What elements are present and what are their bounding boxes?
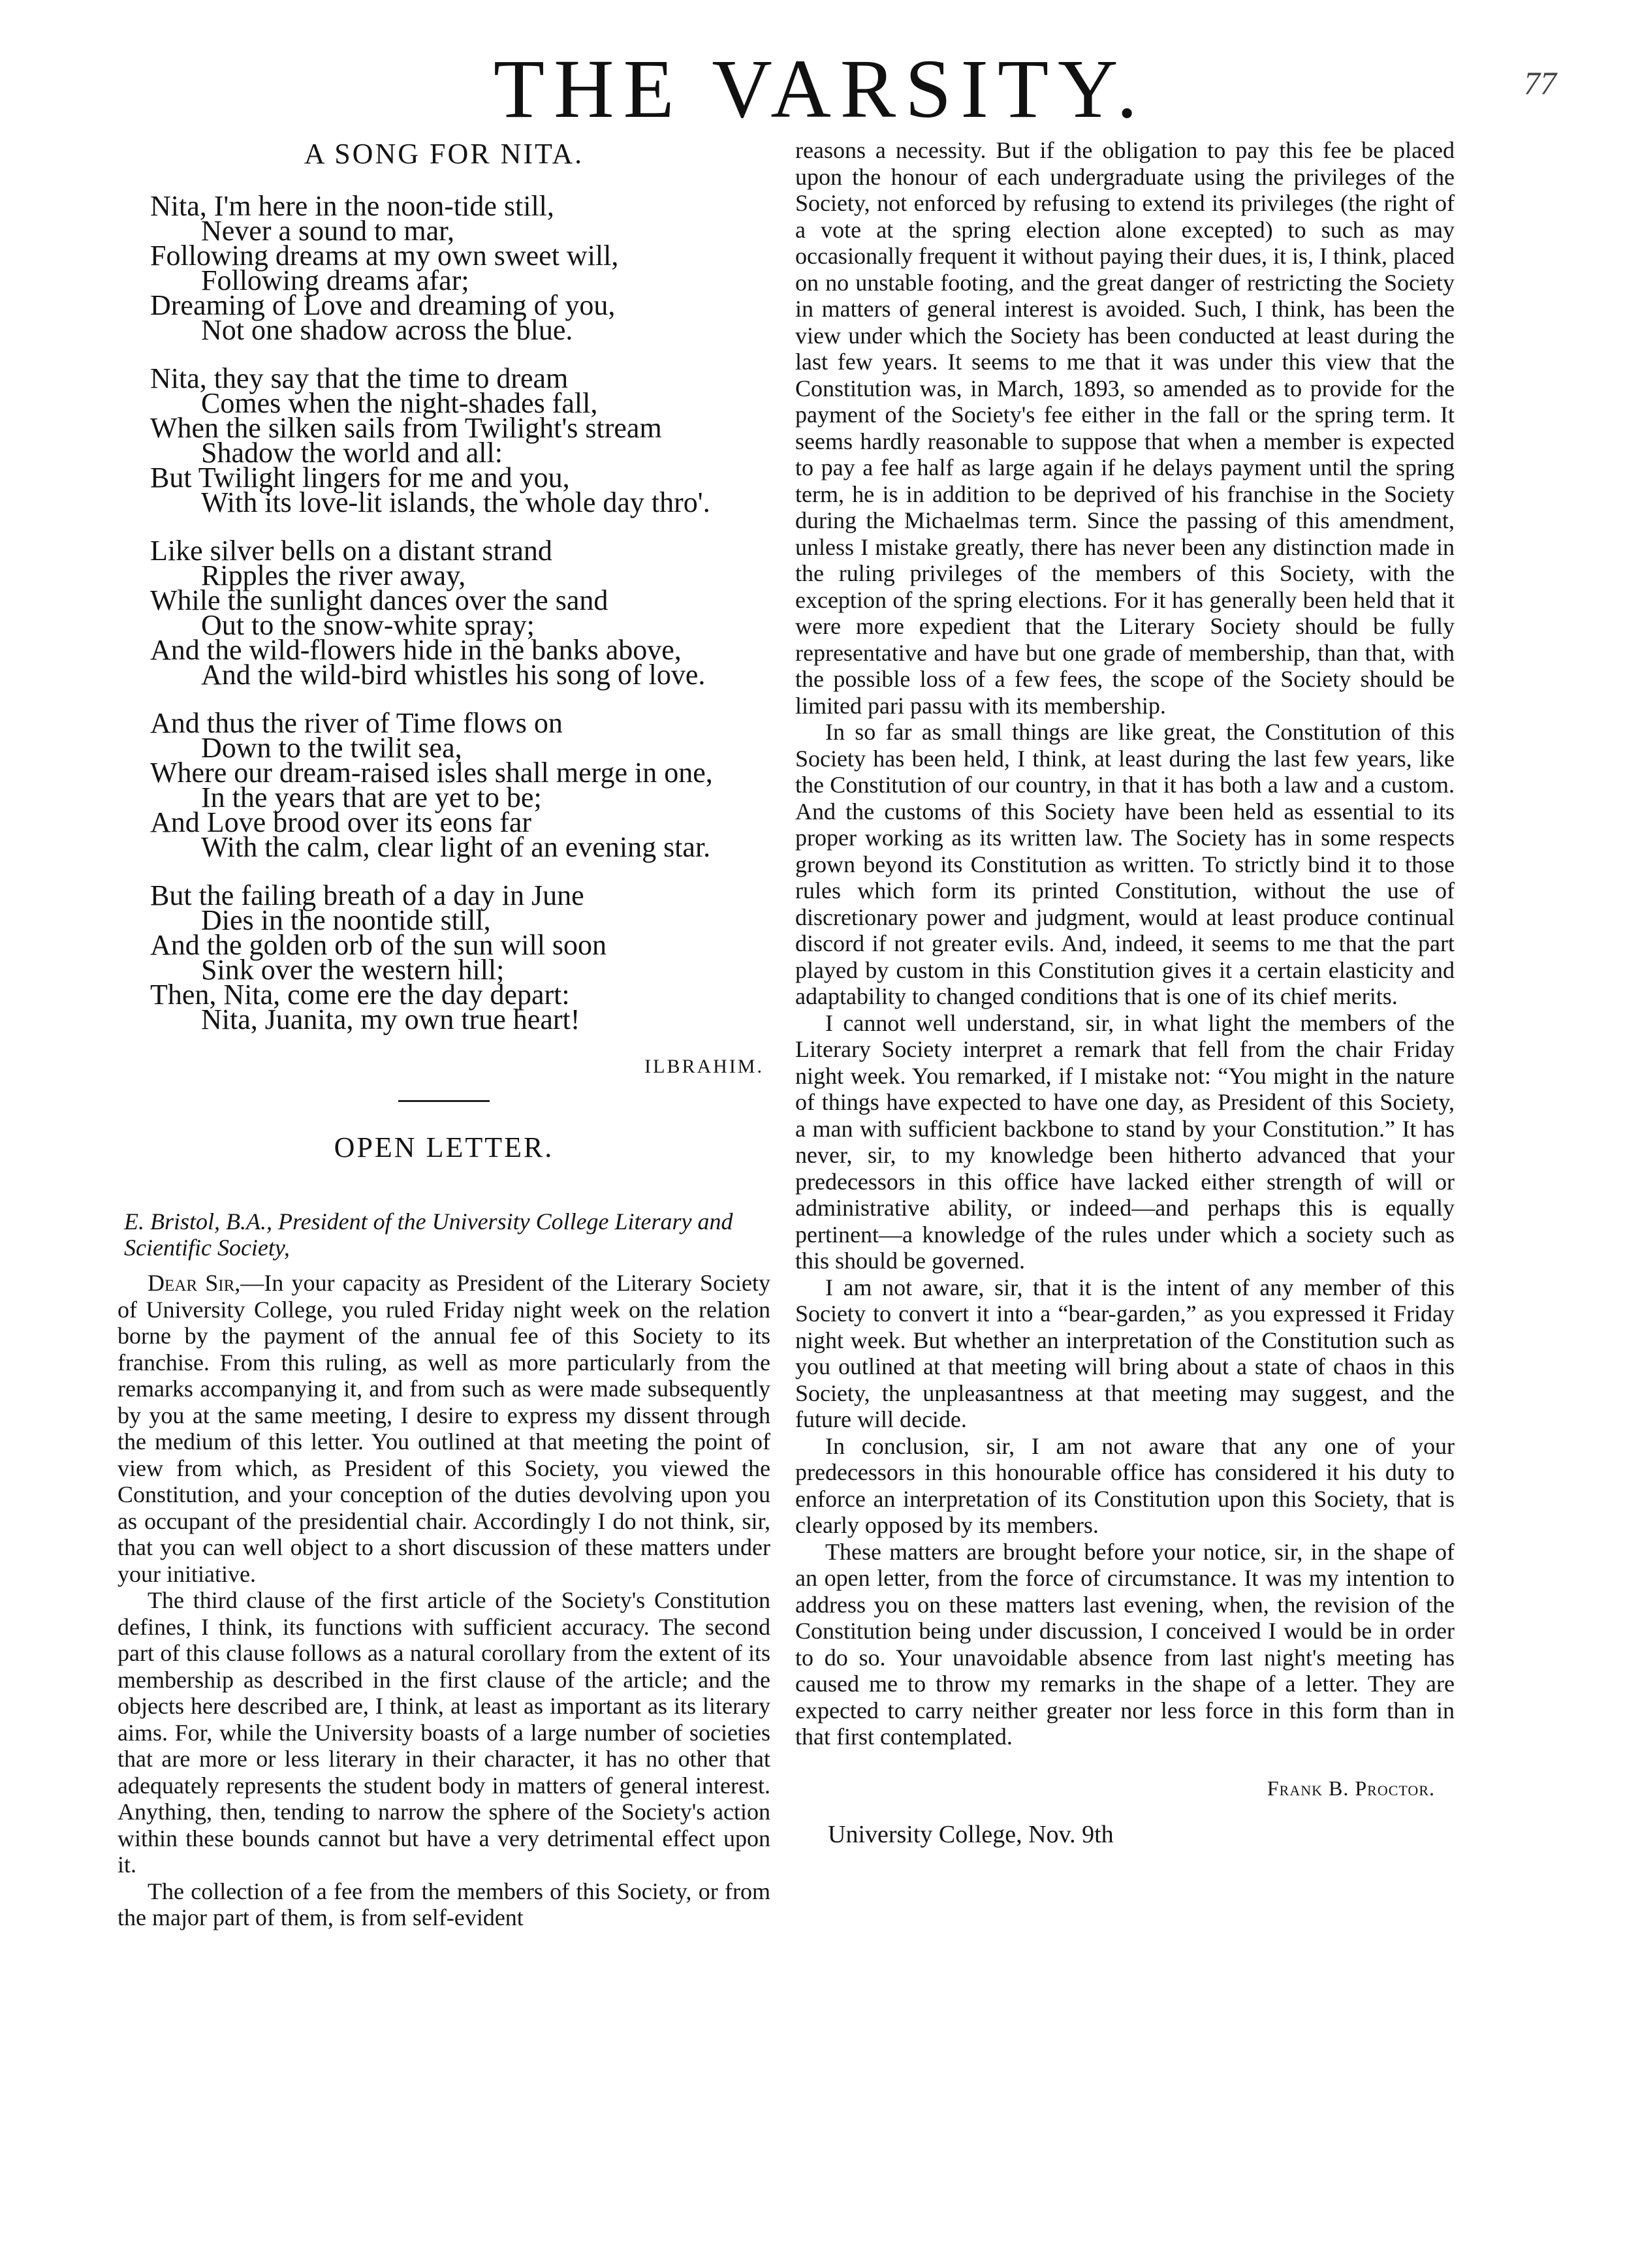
poem-title: A SONG FOR NITA.: [304, 138, 584, 170]
poem-line: Where our dream-raised isles shall merge in one,: [150, 757, 713, 789]
poem-line: Dreaming of Love and dreaming of you,: [150, 289, 616, 321]
poem-line: Nita, they say that the time to dream: [150, 362, 569, 394]
poem-line: Shadow the world and all:: [201, 437, 503, 469]
left-column: [118, 137, 770, 1931]
poem-stanza: [150, 362, 770, 518]
poem-line: Following dreams afar;: [201, 264, 469, 296]
page-number: 77: [1524, 65, 1556, 101]
letter-dateline: University College, Nov. 9th: [828, 1820, 1114, 1848]
poem-line: Then, Nita, come ere the day depart:: [150, 979, 570, 1011]
letter-address: E. Bristol, B.A., President of the University College Literary and Scientific Society,: [124, 1208, 733, 1261]
poem-line: Not one shadow across the blue.: [201, 314, 573, 346]
poem-stanza: [150, 707, 770, 863]
letter-paragraph-text: —In your capacity as President of the Literary Society of University College, you ruled Friday night week on the relation borne by the payment of the annual fee of this Society to its franchise. From this ruling, as well as more particularly from the remarks accompanying it, and from such as were made subsequently by you at the same meeting, I desire to express my dissent through the medium of this letter. You outlined at that meeting the point of view from which, as President of this Society, you viewed the Constitution, and your conception of the duties devolving upon you as occupant of the presidential chair. Accordingly I do not think, sir, that you can well object to a short discussion of these matters under your initiative.: [118, 1270, 770, 1587]
letter-signature: Frank B. Proctor.: [1267, 1776, 1435, 1800]
poem-line: Comes when the night-shades fall,: [201, 387, 598, 419]
letter-paragraph: These matters are brought before your notice, sir, in the shape of an open letter, from the force of circumstance. It was my intention to address you on these matters last evening, when, the revision of the Constitution being under discussion, I conceived I would be in order to do so. Your unavoidable absence from last night's meeting has caused me to throw my remarks in the shape of a letter. They are expected to carry neither greater nor less force in this form than in that first contemplated.: [795, 1538, 1455, 1750]
poem-line: Nita, Juanita, my own true heart!: [201, 1003, 580, 1035]
poem-line: Out to the snow-white spray;: [201, 609, 535, 641]
poem-line: In the years that are yet to be;: [201, 781, 542, 813]
poem-line: When the silken sails from Twilight's stream: [150, 412, 662, 444]
right-column: [795, 137, 1455, 1849]
letter-paragraph: The collection of a fee from the members of this Society, or from the major part of them, is from self-evident: [118, 1878, 770, 1930]
poem-line: Never a sound to mar,: [201, 215, 455, 247]
poem-line: Like silver bells on a distant strand: [150, 535, 552, 567]
poem-line: And the wild-flowers hide in the banks above,: [150, 634, 682, 666]
poem-line: While the sunlight dances over the sand: [150, 584, 608, 616]
poem-line: Ripples the river away,: [201, 559, 466, 591]
poem-line: With its love-lit islands, the whole day thro'.: [201, 486, 710, 518]
poem-line: And the golden orb of the sun will soon: [150, 929, 607, 961]
letter-paragraph: I am not aware, sir, that it is the intent of any member of this Society to convert it into a “bear-garden,” as you expressed it Friday night week. But whether an interpretation of the Constitution such as you outlined at that meeting will bring about a state of chaos in this Society, the unpleasantness at that meeting may suggest, and the future will decide.: [795, 1274, 1455, 1432]
poem-line: Following dreams at my own sweet will,: [150, 240, 619, 272]
poem-line: Down to the twilit sea,: [201, 732, 462, 764]
poem-line: With the calm, clear light of an evening star.: [201, 831, 711, 863]
letter-paragraph: reasons a necessity. But if the obligation to pay this fee be placed upon the honour of each undergraduate using the privileges of the Society, not enforced by refusing to extend its privileges (the right of a vote at the spring election alone excepted) to such as may occasionally frequent it without paying their dues, it is, I think, placed on no unstable footing, and the great danger of restricting the Society in matters of general interest is avoided. Such, I think, has been the view under which the Society has been conducted at least during the last few years. It seems to me that it was under this view that the Constitution was, in March, 1893, so amended as to provide for the payment of the Society's fee either in the fall or the spring term. It seems hardly reasonable to suppose that when a member is expected to pay a fee half as large again if he delays payment until the spring term, he is in addition to be deprived of his franchise in the Society during the Michaelmas term. Since the passing of this amendment, unless I mistake greatly, there has never been any distinction made in the ruling privileges of the members of this Society, with the exception of the spring elections. For it has generally been held that it were more expedient that the Literary Society should be fully representative and have but one grade of membership, than that, with the possible loss of a few fees, the scope of the Society should be limited pari passu with its membership.: [795, 137, 1455, 719]
poem-line: But the failing breath of a day in June: [150, 879, 584, 911]
poem-body: [118, 190, 770, 1035]
letter-paragraph: [118, 1270, 770, 1587]
letter-paragraph: I cannot well understand, sir, in what light the members of the Literary Society interpret a remark that fell from the chair Friday night week. You remarked, if I mistake not: “You might in the nature of things have expected to have one day, as President of this Society, a man with sufficient backbone to stand by your Constitution.” It has never, sir, to my knowledge been hitherto advanced that your predecessors in this office have lacked either strength of will or administrative ability, or indeed—and perhaps this is equally pertinent—a knowledge of the rules under which a society such as this should be governed.: [795, 1009, 1455, 1274]
masthead-title: THE VARSITY.: [493, 42, 1147, 135]
poem-line: Nita, I'm here in the noon-tide still,: [150, 190, 554, 222]
poem-line: And Love brood over its eons far: [150, 806, 532, 838]
poem-line: Dies in the noontide still,: [201, 904, 491, 936]
poem-author: ILBRAHIM.: [644, 1056, 764, 1077]
poem-stanza: [150, 190, 770, 346]
letter-title: OPEN LETTER.: [334, 1131, 554, 1163]
poem-line: And thus the river of Time flows on: [150, 707, 563, 739]
poem-line: Sink over the western hill;: [201, 954, 505, 986]
letter-salutation: Dear Sir,: [148, 1270, 241, 1296]
poem-line: But Twilight lingers for me and you,: [150, 462, 570, 494]
poem-stanza: [150, 879, 770, 1035]
letter-paragraph: The third clause of the first article of the Society's Constitution defines, I think, its functions with sufficient accuracy. The second part of this clause follows as a natural corollary from the extent of its membership as described in the first clause of the article; and the objects here described are, I think, at least as important as its literary aims. For, while the University boasts of a large number of societies that are more or less literary in their character, it has no other that adequately represents the student body in matters of general interest. Anything, then, tending to narrow the sphere of the Society's action within these bounds cannot but have a very detrimental effect upon it.: [118, 1587, 770, 1878]
section-divider: [398, 1100, 490, 1102]
poem-line: And the wild-bird whistles his song of love.: [201, 659, 706, 691]
poem-stanza: [150, 535, 770, 691]
letter-paragraph: In conclusion, sir, I am not aware that any one of your predecessors in this honourable office has considered it his duty to enforce an interpretation of its Constitution upon this Society, that is clearly opposed by its members.: [795, 1432, 1455, 1538]
letter-paragraph: In so far as small things are like great, the Constitution of this Society has been held, I think, at least during the last few years, like the Constitution of our country, in that it has both a law and a custom. And the customs of this Society have been held as essential to its proper working as its written law. The Society has in some respects grown beyond its Constitution as written. To strictly bind it to those rules which form its printed Constitution, without the use of discretionary power and judgment, would at least produce continual discord if not greater evils. And, indeed, it seems to me that the part played by custom in this Constitution gives it a certain elasticity and adaptability to changed conditions that is one of its chief merits.: [795, 719, 1455, 1009]
